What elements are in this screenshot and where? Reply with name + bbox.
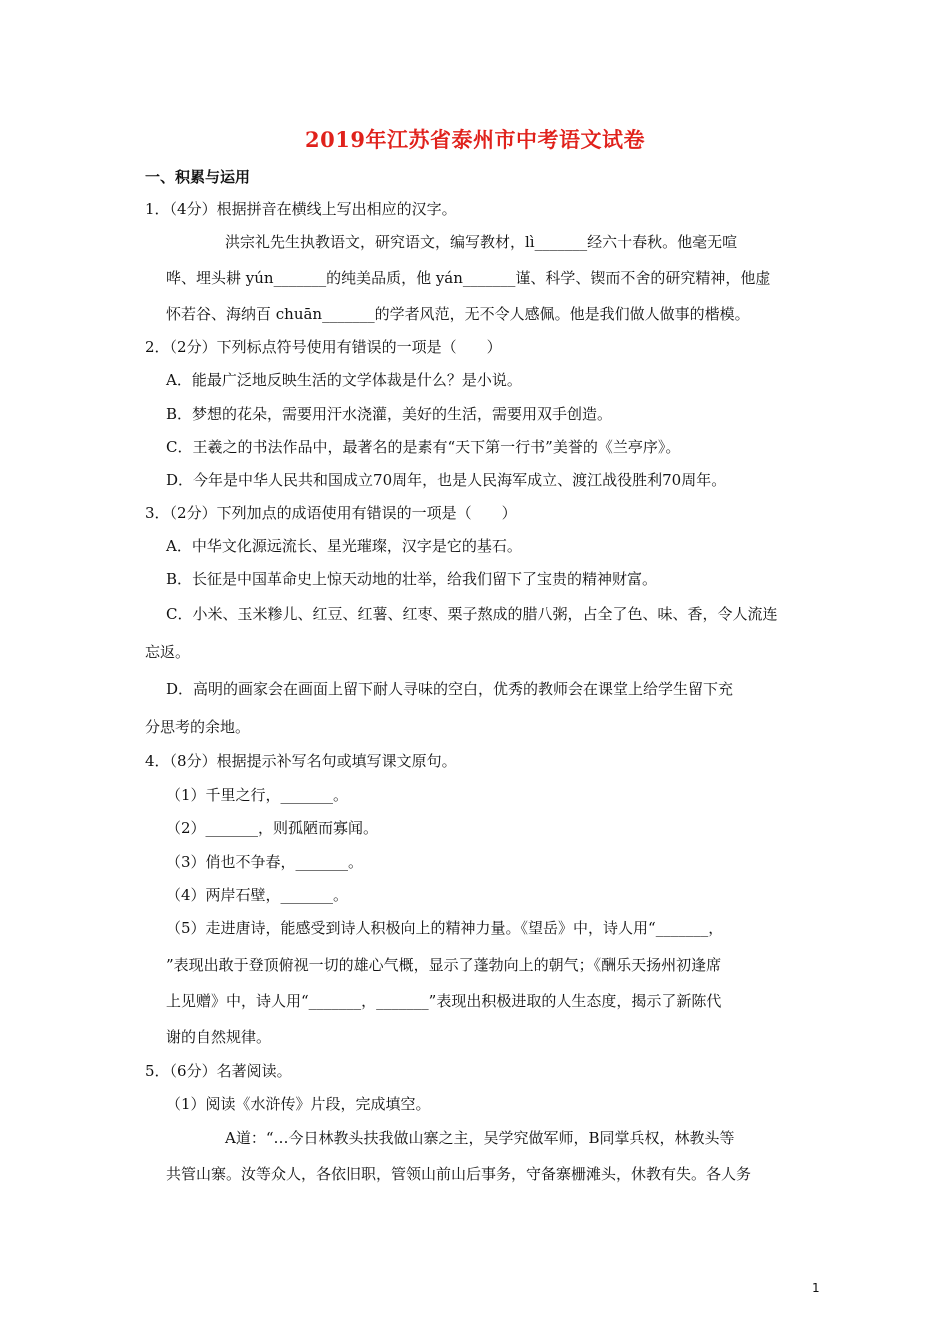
question-3-option-b: B．长征是中国革命史上惊天动地的壮举，给我们留下了宝贵的精神财富。 bbox=[166, 570, 658, 588]
question-2-option-a: A．能最广泛地反映生活的文学体裁是什么？是小说。 bbox=[166, 371, 522, 389]
question-3-option-c: C．小米、玉米糁儿、红豆、红薯、红枣、栗子熬成的腊八粥，占全了色、味、香，令人流连 bbox=[166, 605, 778, 623]
question-5-passage-line: A道：“…今日林教头扶我做山寨之主，吴学究做军师，B同掌兵权，林教头等 bbox=[225, 1129, 735, 1147]
question-4-item-4: （4）两岸石壁，_______。 bbox=[166, 886, 349, 904]
question-4-item-2: （2）_______，则孤陋而寡闻。 bbox=[166, 819, 379, 837]
question-2-option-c: C．王羲之的书法作品中，最著名的是素有“天下第一行书”美誉的《兰亭序》。 bbox=[166, 438, 681, 456]
question-4-item-1: （1）千里之行，_______。 bbox=[166, 786, 349, 804]
question-2-stem: 2．（2分）下列标点符号使用有错误的一项是（ ） bbox=[145, 338, 502, 356]
question-3-option-a: A．中华文化源远流长、星光璀璨，汉字是它的基石。 bbox=[166, 537, 522, 555]
question-3-stem: 3．（2分）下列加点的成语使用有错误的一项是（ ） bbox=[145, 504, 517, 522]
page-number: 1 bbox=[812, 1281, 820, 1295]
question-3-option-d-cont: 分思考的余地。 bbox=[145, 718, 251, 736]
question-5-passage-line: 共管山寨。汝等众人，各依旧职，管领山前山后事务，守备寨栅滩头，休教有失。各人务 bbox=[166, 1165, 752, 1183]
question-3-option-c-cont: 忘返。 bbox=[145, 643, 191, 661]
question-5-stem: 5．（6分）名著阅读。 bbox=[145, 1062, 292, 1080]
question-4-item-5-cont: 谢的自然规律。 bbox=[166, 1028, 272, 1046]
question-4-stem: 4．（8分）根据提示补写名句或填写课文原句。 bbox=[145, 752, 457, 770]
question-1-stem: 1．（4分）根据拼音在横线上写出相应的汉字。 bbox=[145, 200, 457, 218]
question-1-passage-line: 洪宗礼先生执教语文，研究语文，编写教材，lì_______经六十春秋。他毫无喧 bbox=[225, 233, 738, 251]
question-4-item-5: （5）走进唐诗，能感受到诗人积极向上的精神力量。《望岳》中，诗人用“_______， bbox=[166, 919, 724, 937]
question-1-passage-line: 哗、埋头耕 yún_______的纯美品质，他 yán_______谨、科学、锲而不舍的研究精神，他虚 bbox=[166, 269, 771, 287]
question-1-passage-line: 怀若谷、海纳百 chuān_______的学者风范，无不令人感佩。他是我们做人做事的楷模。 bbox=[166, 305, 750, 323]
question-4-item-5-cont: 上见赠》中，诗人用“_______，_______”表现出积极进取的人生态度，揭示了新陈代 bbox=[166, 992, 722, 1010]
section-heading: 一、积累与运用 bbox=[145, 168, 251, 186]
question-4-item-5-cont: ”表现出敢于登顶俯视一切的雄心气概，显示了蓬勃向上的朝气；《酬乐天扬州初逢席 bbox=[166, 956, 722, 974]
question-5-item-1: （1）阅读《水浒传》片段，完成填空。 bbox=[166, 1095, 431, 1113]
question-4-item-3: （3）俏也不争春，_______。 bbox=[166, 853, 364, 871]
question-2-option-d: D．今年是中华人民共和国成立70周年，也是人民海军成立、渡江战役胜利70周年。 bbox=[166, 471, 727, 489]
question-3-option-d: D．高明的画家会在画面上留下耐人寻味的空白，优秀的教师会在课堂上给学生留下充 bbox=[166, 680, 734, 698]
exam-title: 2019年江苏省泰州市中考语文试卷 bbox=[305, 127, 645, 152]
question-2-option-b: B．梦想的花朵，需要用汗水浇灌，美好的生活，需要用双手创造。 bbox=[166, 405, 613, 423]
